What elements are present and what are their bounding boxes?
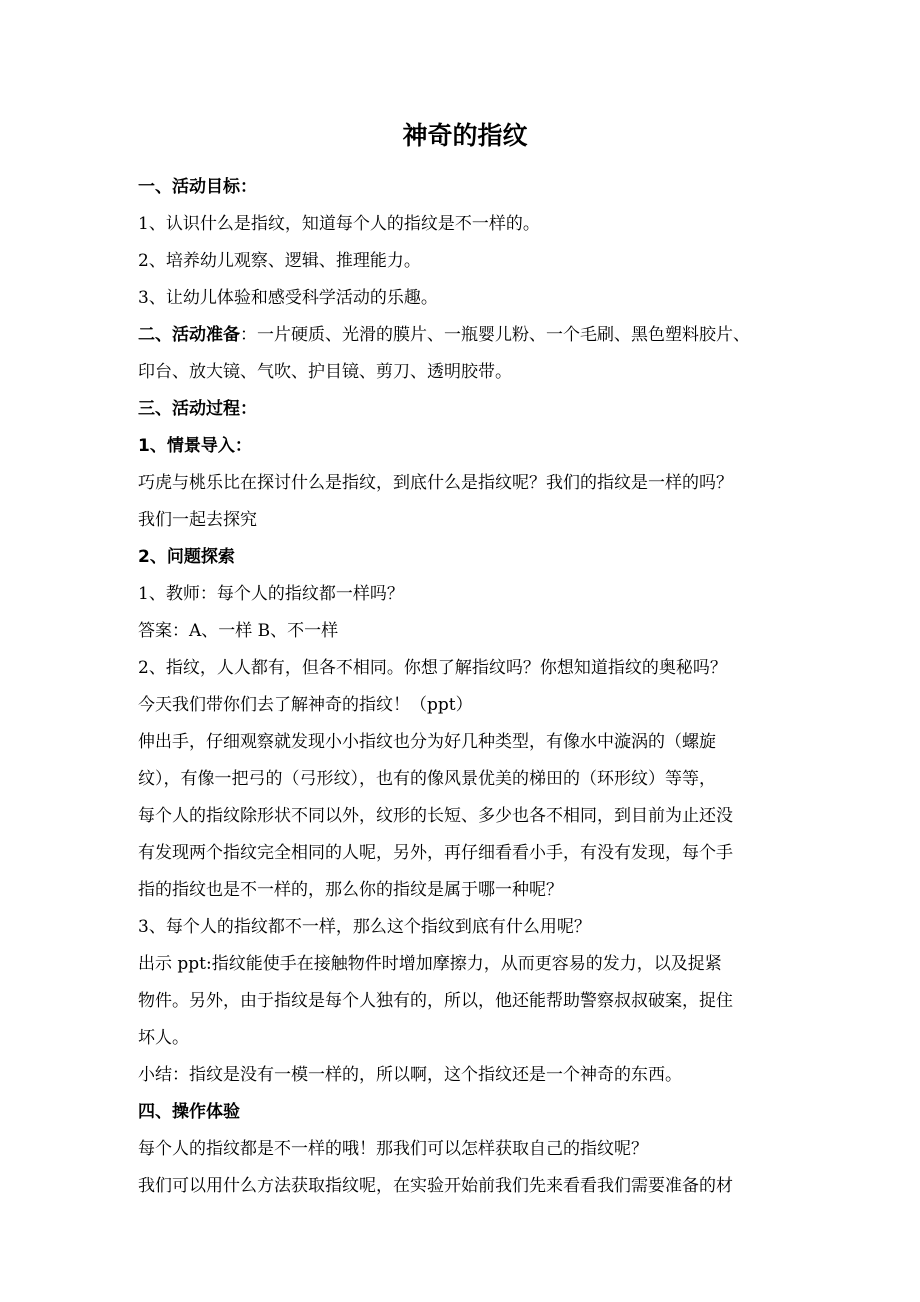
summary-line: 小结：指纹是没有一模一样的，所以啊，这个指纹还是一个神奇的东西。 [138,1065,682,1085]
goal-item-2: 2、培养幼儿观察、逻辑、推理能力。 [138,251,421,271]
answer-options: 答案：A、一样 B、不一样 [138,621,339,641]
paragraph-line-5: 指的指纹也是不一样的，那么你的指纹是属于哪一种呢？ [138,880,563,900]
question-3: 3、每个人的指纹都不一样，那么这个指纹到底有什么用呢？ [138,917,591,937]
question-2-line-1: 2、指纹，人人都有，但各不相同。你想了解指纹吗？你想知道指纹的奥秘吗？ [138,658,727,678]
ppt-line-2: 物件。另外，由于指纹是每个人独有的，所以，他还能帮助警察叔叔破案，捉住 [138,991,733,1011]
paragraph-line-2: 纹），有像一把弓的（弓形纹），也有的像风景优美的梯田的（环形纹）等等， [138,769,716,789]
question-2-line-2: 今天我们带你们去了解神奇的指纹！（ppt） [138,695,473,715]
section-heading-preparation: 二、活动准备 [138,325,240,345]
ppt-line-1: 出示 ppt:指纹能使手在接触物件时增加摩擦力，从而更容易的发力，以及捉紧 [138,954,722,974]
operation-line-1: 每个人的指纹都是不一样的哦！那我们可以怎样获取自己的指纹呢？ [138,1139,648,1159]
intro-line-1: 巧虎与桃乐比在探讨什么是指纹，到底什么是指纹呢？我们的指纹是一样的吗？ [138,473,733,493]
paragraph-line-4: 有发现两个指纹完全相同的人呢，另外，再仔细看看小手，有没有发现，每个手 [138,843,733,863]
section-heading-process: 三、活动过程： [138,399,257,419]
intro-line-2: 我们一起去探究 [138,510,257,530]
preparation-line-1 [138,317,788,354]
section-heading-goals: 一、活动目标： [138,177,257,197]
operation-line-2: 我们可以用什么方法获取指纹呢，在实验开始前我们先来看看我们需要准备的材 [138,1176,733,1196]
question-1: 1、教师：每个人的指纹都一样吗？ [138,584,404,604]
section-heading-operation: 四、操作体验 [138,1102,240,1122]
page-title: 神奇的指纹 [402,121,528,150]
goal-item-1: 1、认识什么是指纹，知道每个人的指纹是不一样的。 [138,214,540,234]
preparation-text-1: ：一片硬质、光滑的膜片、一瓶婴儿粉、一个毛刷、黑色塑料胶片、 [240,325,750,345]
paragraph-line-1: 伸出手，仔细观察就发现小小指纹也分为好几种类型，有像水中漩涡的（螺旋 [138,732,716,752]
goal-item-3: 3、让幼儿体验和感受科学活动的乐趣。 [138,288,438,308]
preparation-line-2: 印台、放大镜、气吹、护目镜、剪刀、透明胶带。 [138,362,512,382]
subheading-exploration: 2、问题探索 [138,547,235,567]
paragraph-line-3: 每个人的指纹除形状不同以外，纹形的长短、多少也各不相同，到目前为止还没 [138,806,733,826]
subheading-intro: 1、情景导入： [138,436,252,456]
ppt-line-3: 坏人。 [138,1028,189,1048]
